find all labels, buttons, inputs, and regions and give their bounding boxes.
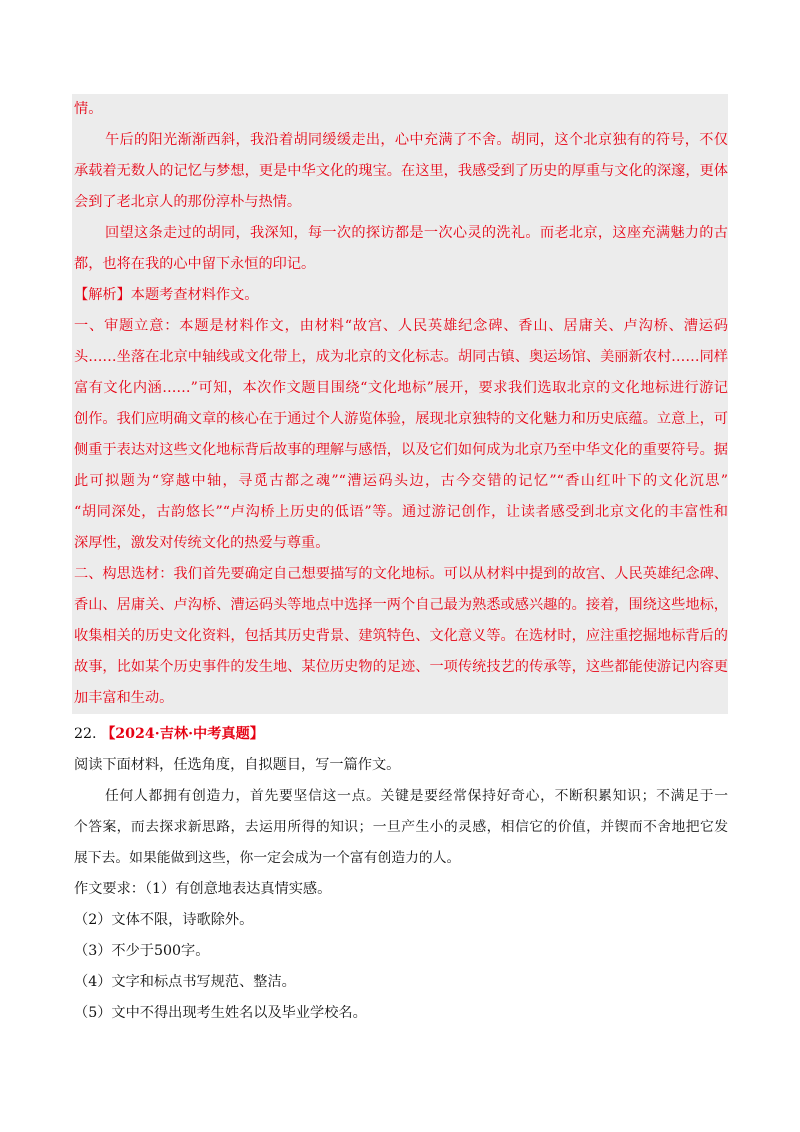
essay-para1-line1: 午后的阳光渐渐西斜，我沿着胡同缓缓走出，心中充满了不舍。胡同，这个北京独有的符号，不仅 bbox=[105, 132, 728, 148]
material-line3: 展下去。如果能做到这些，你一定会成为一个富有创造力的人。 bbox=[74, 850, 461, 866]
analysis-s1-line5: 侧重于表达对这些文化地标背后故事的理解与感悟，以及它们如何成为北京乃至中华文化的重要符号。据 bbox=[74, 442, 728, 458]
essay-para1-line3: 会到了老北京人的那份淳朴与热情。 bbox=[74, 194, 302, 210]
essay-para1-line2: 承载着无数人的记忆与梦想，更是中华文化的瑰宝。在这里，我感受到了历史的厚重与文化的深邃，更体 bbox=[74, 163, 728, 179]
requirement-line2: （2）文体不限，诗歌除外。 bbox=[74, 912, 254, 928]
analysis-s2-line3: 收集相关的历史文化资料，包括其历史背景、建筑特色、文化意义等。在选材时，应注重挖掘地标背后的 bbox=[74, 628, 728, 644]
essay-ending-line: 情。 bbox=[74, 101, 103, 117]
question-prompt: 阅读下面材料，任选角度，自拟题目，写一篇作文。 bbox=[74, 757, 401, 773]
analysis-s2-line2: 香山、居庸关、卢沟桥、漕运码头等地点中选择一两个自己最为熟悉或感兴趣的。接着，围绕这些地标， bbox=[74, 597, 728, 613]
analysis-s2-line5: 加丰富和生动。 bbox=[74, 690, 174, 706]
analysis-s1-line6: 此可拟题为“穿越中轴，寻觅古都之魂”“漕运码头边，古今交错的记忆”“香山红叶下的文化沉思” bbox=[74, 473, 728, 489]
analysis-s1-line4: 创作。我们应明确文章的核心在于通过个人游览体验，展现北京独特的文化魅力和历史底蕴。立意上，可 bbox=[74, 411, 728, 427]
essay-para2-line2: 都，也将在我的心中留下永恒的印记。 bbox=[74, 256, 316, 272]
analysis-s1-line1: 一、审题立意：本题是材料作文，由材料“故宫、人民英雄纪念碑、香山、居庸关、卢沟桥、漕运码 bbox=[74, 318, 728, 334]
analysis-s1-line3: 富有文化内涵……”可知，本次作文题目围绕“文化地标”展开，要求我们选取北京的文化地标进行游记 bbox=[74, 380, 728, 396]
analysis-s1-line7: “胡同深处，古韵悠长”“卢沟桥上历史的低语”等。通过游记创作，让读者感受到北京文化的丰富性和 bbox=[74, 504, 728, 520]
requirement-line1: 作文要求：（1）有创意地表达真情实感。 bbox=[74, 881, 332, 897]
analysis-s1-line8: 深厚性，激发对传统文化的热爱与尊重。 bbox=[74, 535, 330, 551]
analysis-s2-line4: 故事，比如某个历史事件的发生地、某位历史物的足迹、一项传统技艺的传承等，这些都能使游记内容更 bbox=[74, 659, 728, 675]
material-line2: 个答案，而去探求新思路，去运用所得的知识；一旦产生小的灵感，相信它的价值，并锲而不舍地把它发 bbox=[74, 819, 728, 835]
requirement-line5: （5）文中不得出现考生姓名以及毕业学校名。 bbox=[74, 1005, 367, 1021]
material-line1: 任何人都拥有创造力，首先要坚信这一点。关键是要经常保持好奇心，不断积累知识；不满足于一 bbox=[105, 788, 728, 804]
essay-para2-line1: 回望这条走过的胡同，我深知，每一次的探访都是一次心灵的洗礼。而老北京，这座充满魅力的古 bbox=[105, 225, 728, 241]
question-header bbox=[74, 724, 728, 744]
question-number: 22. bbox=[74, 726, 97, 742]
analysis-heading: 【解析】本题考查材料作文。 bbox=[74, 287, 259, 303]
question-source: 【2024·吉林·中考真题】 bbox=[101, 726, 264, 742]
requirement-line3: （3）不少于500字。 bbox=[74, 943, 210, 959]
requirement-line4: （4）文字和标点书写规范、整洁。 bbox=[74, 974, 296, 990]
analysis-s2-line1: 二、构思选材：我们首先要确定自己想要描写的文化地标。可以从材料中提到的故宫、人民英雄纪念碑、 bbox=[74, 566, 728, 582]
answer-highlight-block bbox=[72, 94, 728, 714]
analysis-s1-line2: 头……坐落在北京中轴线或文化带上，成为北京的文化标志。胡同古镇、奥运场馆、美丽新农村……同样 bbox=[74, 349, 728, 365]
